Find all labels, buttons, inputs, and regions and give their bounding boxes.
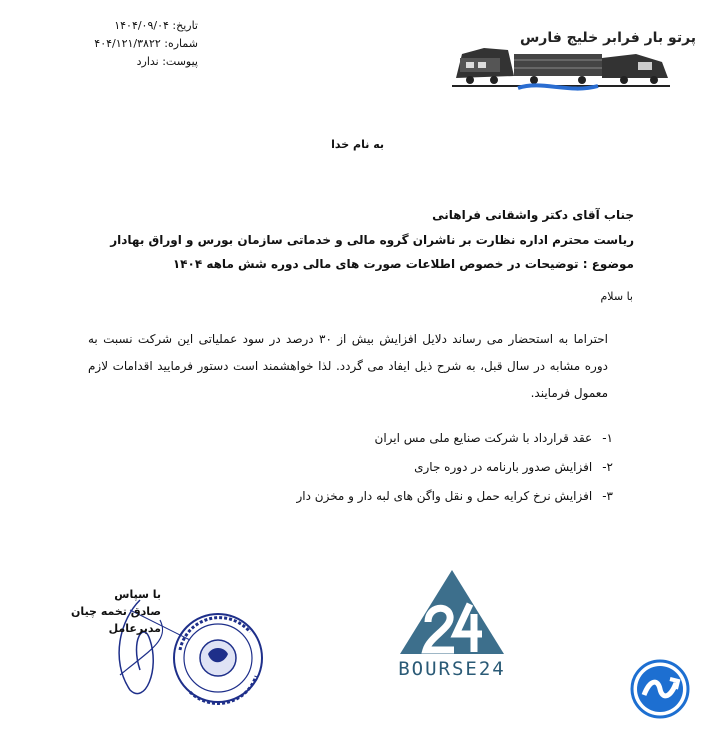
signature-block xyxy=(71,586,161,637)
list-item-number: ۲- xyxy=(602,460,613,474)
list-item xyxy=(414,460,613,474)
bourse24-logo-icon xyxy=(386,570,518,660)
stamp-seal-icon xyxy=(174,614,262,703)
logo-company-name: پرتو بار فرابر خلیج فارس xyxy=(519,30,697,46)
bourse24-badge xyxy=(630,659,690,719)
bourse24-wordmark: BOURSE24 xyxy=(398,658,506,680)
list-item-text: افزایش صدور بارنامه در دوره جاری xyxy=(414,460,593,474)
list-item-number: ۱- xyxy=(602,431,613,445)
list-item-text: عقد قرارداد با شرکت صنایع ملی مس ایران xyxy=(374,431,593,445)
list-item-number: ۳- xyxy=(602,489,613,503)
signature-thanks: با سپاس xyxy=(114,588,161,601)
list-item xyxy=(296,489,613,503)
letter-attachment: پیوست: ندارد xyxy=(136,55,198,68)
signature-name: صادق تخمه چیان xyxy=(71,605,161,618)
subject-line: موضوع : توضیحات در خصوص اطلاعات صورت های مالی دوره شش ماهه ۱۴۰۴ xyxy=(172,257,634,271)
greeting: با سلام xyxy=(600,290,633,303)
list-item-text: افزایش نرخ کرایه حمل و نقل واگن های لبه دار و مخزن دار xyxy=(296,489,593,503)
opening-line: به نام خدا xyxy=(331,138,384,151)
recipient-position: ریاست محترم اداره نظارت بر ناشران گروه مالی و خدماتی سازمان بورس و اوراق بهادار xyxy=(110,233,634,247)
letter-number: شماره: ۴۰۴/۱۲۱/۳۸۲۲ xyxy=(94,37,198,50)
letter-date: تاریخ: ۱۴۰۴/۰۹/۰۴ xyxy=(114,19,198,32)
list-item xyxy=(375,431,613,445)
body-paragraph: احتراما به استحضار می رساند دلایل افزایش بیش از ۳۰ درصد در سود عملیاتی این شرکت نسبت به دوره مشابه در سال قبل، به شرح ذیل ایفاد می گردد. لذا خواهشمند است دستور فرمایید اقدامات لازم معمول فرمایند. xyxy=(88,332,609,400)
company-logo xyxy=(448,18,697,96)
logo-abbreviation: P.B.F xyxy=(548,75,568,84)
recipient-line: جناب آقای دکتر واشقانی فراهانی xyxy=(432,208,634,222)
bourse24-watermark xyxy=(386,570,518,694)
signature-title: مدیرعامل xyxy=(108,622,161,635)
letter-meta xyxy=(8,17,198,71)
